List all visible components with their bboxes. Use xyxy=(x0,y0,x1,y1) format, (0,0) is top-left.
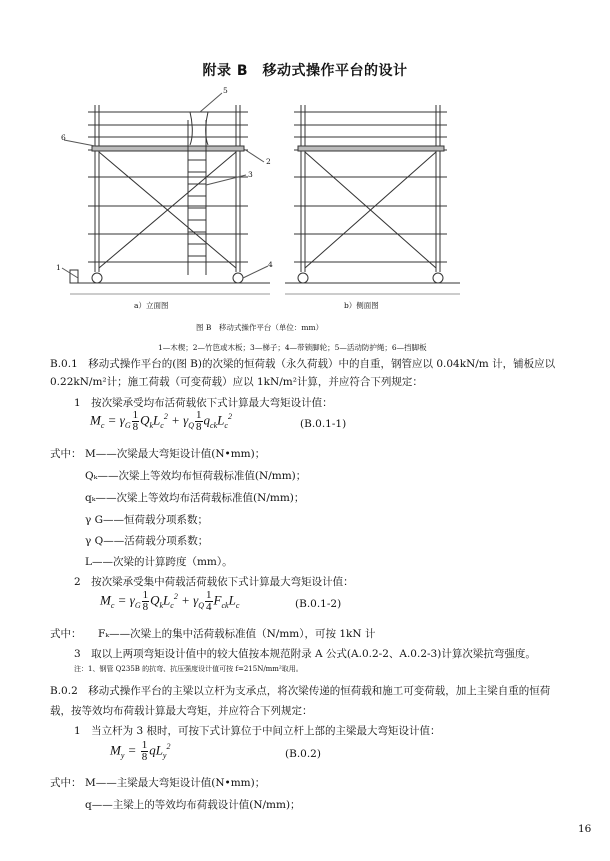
def-gammaG: γ G——恒荷载分项系数； xyxy=(85,514,209,526)
def-gammaQ: γ Q——活荷载分项系数； xyxy=(85,535,209,547)
where-label-3: 式中： xyxy=(50,777,82,789)
b02-line2: 载，按等效均布荷载计算最大弯矩，并应符合下列规定： xyxy=(50,705,313,717)
b01-item1: 1 按次梁承受均布活荷载依下式计算最大弯矩设计值： xyxy=(74,397,333,409)
callout-6: 6 xyxy=(61,133,66,142)
b01-note: 注：1、钢管 Q235B 的抗弯、抗压强度设计值可按 f=215N/mm²取用。 xyxy=(74,665,303,673)
eq2-number: (B.0.1-2) xyxy=(295,598,342,610)
front-view xyxy=(62,93,268,283)
b01-item3: 3 取以上两项弯矩设计值中的较大值按本规范附录 A 公式(A.0.2-2、A.0.2-3)计算次梁抗弯强度。 xyxy=(74,648,536,660)
def-qk: qₖ——次梁上等效均布活荷载标准值(N/mm)； xyxy=(85,492,305,504)
b02-item1: 1 当立杆为 3 根时，可按下式计算位于中间立杆上部的主梁最大弯矩设计值： xyxy=(74,725,441,737)
b01-line2: 0.22kN/m²计；施工荷载（可变荷载）应以 1kN/m²计算，并应符合下列规定： xyxy=(50,376,423,388)
def-M: M——次梁最大弯矩设计值(N•mm)； xyxy=(85,448,266,460)
equation-b01-1: $M_c = \gamma_G$ $\frac{1}{8}$ $Q_kL_c^2 + \gamma_Q$ $\frac{1}{8}$ $q_{ck}L_c^2$ xyxy=(90,409,232,433)
figure-legend: 1—木楔；2—竹笆或木板；3—梯子；4—带锁脚轮；5—活动防护绳；6—挡脚板 xyxy=(158,343,427,352)
callout-2: 2 xyxy=(266,157,271,166)
def-Qk: Qₖ——次梁上等效均布恒荷载标准值(N/mm)； xyxy=(85,470,307,482)
side-view xyxy=(294,105,447,283)
eq1-number: (B.0.1-1) xyxy=(300,418,347,430)
where-label-1: 式中： xyxy=(50,448,82,460)
def-My: M——主梁最大弯矩设计值(N•mm)； xyxy=(85,777,266,789)
b01-item2: 2 按次梁承受集中荷载活荷载依下式计算最大弯矩设计值： xyxy=(74,576,354,588)
callout-4: 4 xyxy=(268,260,273,269)
callout-5: 5 xyxy=(223,86,228,95)
b01-line1: B.0.1 移动式操作平台的(图 B)的次梁的恒荷载（永久荷载）中的自重，钢管应以 0.04kN/m 计，铺板应以 xyxy=(50,358,556,370)
figure-caption: 图 B 移动式操作平台（单位：mm） xyxy=(196,323,324,332)
def-Fk: Fₖ——次梁上的集中活荷载标准值（N/mm），可按 1kN 计 xyxy=(98,628,376,640)
subcaption-b: b）侧面图 xyxy=(344,301,379,310)
equation-b01-2: $M_c = \gamma_G$ $\frac{1}{8}$ $Q_kL_c^2 + \gamma_Q$ $\frac{1}{4}$ $F_{ck}L_c$ xyxy=(100,589,240,613)
page-number: 16 xyxy=(578,823,592,835)
callout-1: 1 xyxy=(56,263,61,272)
eq3-number: (B.0.2) xyxy=(285,748,321,760)
subcaption-a: a）立面图 xyxy=(134,301,169,310)
def-q: q——主梁上的等效均布荷载设计值(N/mm)； xyxy=(85,799,301,811)
callout-3: 3 xyxy=(248,170,253,179)
def-L: L——次梁的计算跨度（mm）。 xyxy=(85,556,233,568)
equation-b02: $M_y$ = $\frac{1}{8}$ $qL_y^2$ xyxy=(110,739,171,763)
b02-line1: B.0.2 移动式操作平台的主梁以立杆为支承点，将次梁传递的恒荷载和施工可变荷载，加上主梁自重的恒荷 xyxy=(50,685,551,697)
page-title: 附录 B 移动式操作平台的设计 xyxy=(202,63,408,79)
where-label-2: 式中： xyxy=(50,628,82,640)
